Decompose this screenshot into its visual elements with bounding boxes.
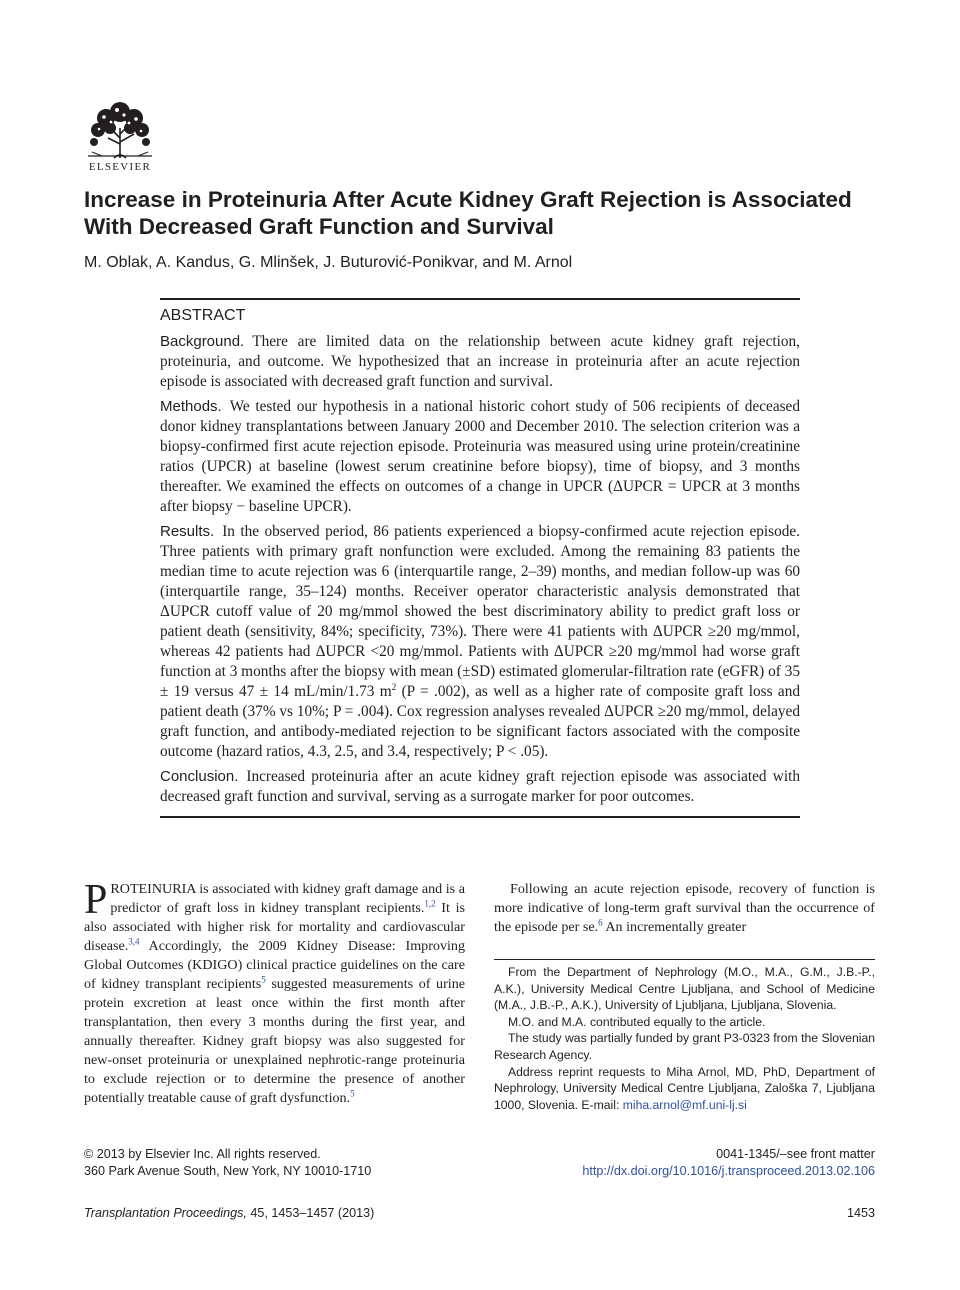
author-list: M. Oblak, A. Kandus, G. Mlinšek, J. Buturović-Ponikvar, and M. Arnol xyxy=(84,254,573,271)
reference-link[interactable]: 5 xyxy=(261,974,266,985)
intro-text-3: Accordingly, the 2009 Kidney Disease: Improving Global Outcomes (KDIGO) clinical practice guidelines on the care of kidney transplant recipients xyxy=(84,938,465,992)
issn-text: 0041-1345/–see front matter xyxy=(716,1147,875,1161)
drop-cap: P xyxy=(84,877,108,923)
publisher-address: 360 Park Avenue South, New York, NY 10010-1710 xyxy=(84,1164,372,1178)
intro-text-1: ROTEINURIA is associated with kidney graft damage and is a predictor of graft loss in kidney transplant recipients. xyxy=(110,881,465,916)
footnote-address xyxy=(494,1064,875,1114)
methods-label: Methods. xyxy=(160,398,222,415)
elsevier-logo xyxy=(84,98,156,178)
conclusion-text: Increased proteinuria after an acute kidney graft rejection episode was associated with decreased graft function and survival, serving as a surrogate marker for poor outcomes. xyxy=(160,768,800,805)
footnote-funding: The study was partially funded by grant P3-0323 from the Slovenian Research Agency. xyxy=(494,1031,875,1062)
copyright-text: © 2013 by Elsevier Inc. All rights reserved. xyxy=(84,1147,321,1161)
body-text-1: Following an acute rejection episode, recovery of function is more indicative of long-term graft survival than the occurrence of the episode per se. xyxy=(494,881,875,935)
journal-citation xyxy=(84,1206,374,1220)
footnote-address-text: Address reprint requests to Miha Arnol, MD, PhD, Department of Nephrology, University Medical Centre Ljubljana, Zaloška 7, Ljubljana 1000, Slovenia. E-mail: xyxy=(494,1064,875,1112)
abstract-conclusion xyxy=(160,767,800,807)
doi-link[interactable]: http://dx.doi.org/10.1016/j.transproceed.2013.02.106 xyxy=(582,1164,875,1178)
article-title: Increase in Proteinuria After Acute Kidney Graft Rejection is Associated With Decreased Graft Function and Survival xyxy=(84,187,852,239)
reference-link[interactable]: 1,2 xyxy=(424,898,436,909)
abstract-heading: ABSTRACT xyxy=(160,307,246,324)
email-link[interactable]: miha.arnol@mf.uni-lj.si xyxy=(622,1097,747,1112)
abstract-methods xyxy=(160,397,800,517)
elsevier-tree-icon xyxy=(84,98,156,160)
abstract-results xyxy=(160,522,800,762)
body-column-right xyxy=(494,880,875,937)
journal-name: Transplantation Proceedings, xyxy=(84,1206,247,1220)
reference-link[interactable]: 6 xyxy=(598,917,603,928)
results-text-part-2: (P = .002), as well as a higher rate of composite graft loss and patient death (37% vs 10%; P = .004). Cox regression analyses revealed ΔUPCR ≥20 mg/mmol, delayed graft function, and antibody-mediated rejection to be significant factors associated with the composite outcome (hazard ratios, 4.3, 2.5, and 3.4, respectively; P < .05). xyxy=(160,683,800,760)
footnote-affiliation: From the Department of Nephrology (M.O., M.A., G.M., J.B.-P., A.K.), University Medical Centre Ljubljana, and School of Medicine (M.A., J.B.-P., A.K.), University of Ljubljana, Ljubljana, Slovenia. xyxy=(494,965,875,1013)
results-text-part-1: In the observed period, 86 patients experienced a biopsy-confirmed acute rejection episode. Three patients with primary graft nonfunction were excluded. Among the remaining 83 patients the median time to acute rejection was 6 (interquartile range, 2–39) months, and median follow-up was 60 (interquartile range, 35–124) months. Receiver operator characteristic analysis demonstrated that ΔUPCR cutoff value of 20 mg/mmol showed the best discriminatory ability to predict graft loss or patient death (sensitivity, 84%; specificity, 73%). There were 41 patients with ΔUPCR ≥20 mg/mmol, whereas 42 patients had ΔUPCR <20 mg/mmol. Patients with ΔUPCR ≥20 mg/mmol had worse graft function at 3 months after the biopsy with mean (±SD) estimated glomerular-filtration rate (eGFR) of 35 ± 19 versus 47 ± 14 mL/min/1.73 m xyxy=(160,523,800,700)
copyright-block xyxy=(84,1146,371,1180)
results-superscript: 2 xyxy=(391,681,397,692)
footnote-contribution: M.O. and M.A. contributed equally to the article. xyxy=(508,1014,766,1029)
results-label: Results. xyxy=(160,523,215,540)
reference-link[interactable]: 5 xyxy=(350,1088,355,1099)
intro-text-2: It is also associated with higher risk for mortality and cardiovascular disease. xyxy=(84,900,465,954)
front-matter-block xyxy=(582,1146,875,1180)
body-column-left xyxy=(84,877,465,1108)
background-text: There are limited data on the relationship between acute kidney graft rejection, proteinuria, and outcome. We hypothesized that an increase in proteinuria after an acute rejection episode is associated with decreased graft function and survival. xyxy=(160,333,800,390)
reference-link[interactable]: 3,4 xyxy=(128,936,140,947)
journal-volume-pages: 45, 1453–1457 (2013) xyxy=(246,1206,375,1220)
conclusion-label: Conclusion. xyxy=(160,768,239,785)
abstract-background xyxy=(160,332,800,392)
footnotes xyxy=(494,959,875,1113)
page-number: 1453 xyxy=(846,1206,875,1220)
body-text-2: An incrementally greater xyxy=(602,919,747,935)
abstract-box xyxy=(160,298,800,818)
intro-text-4: suggested measurements of urine protein excretion at least once within the first month after transplantation, then every 3 months during the first year, and annually thereafter. Kidney graft biopsy was also suggested for new-onset proteinuria or unexplained nephrotic-range proteinuria to exclude rejection or to determine the presence of another potentially treatable cause of graft dysfunction. xyxy=(84,976,465,1106)
body-paragraph xyxy=(494,880,875,937)
methods-text: We tested our hypothesis in a national historic cohort study of 506 recipients of deceased donor kidney transplantations between January 2000 and December 2010. The selection criterion was a biopsy-confirmed first acute rejection episode. Proteinuria was measured using urine protein/creatinine ratios (UPCR) at baseline (lowest serum creatinine before biopsy), time of biopsy, and 3 months thereafter. We examined the effects on outcomes of a change in UPCR (ΔUPCR = UPCR at 3 months after biopsy − baseline UPCR). xyxy=(160,398,800,515)
elsevier-wordmark: ELSEVIER xyxy=(88,161,152,173)
background-label: Background. xyxy=(160,333,245,350)
